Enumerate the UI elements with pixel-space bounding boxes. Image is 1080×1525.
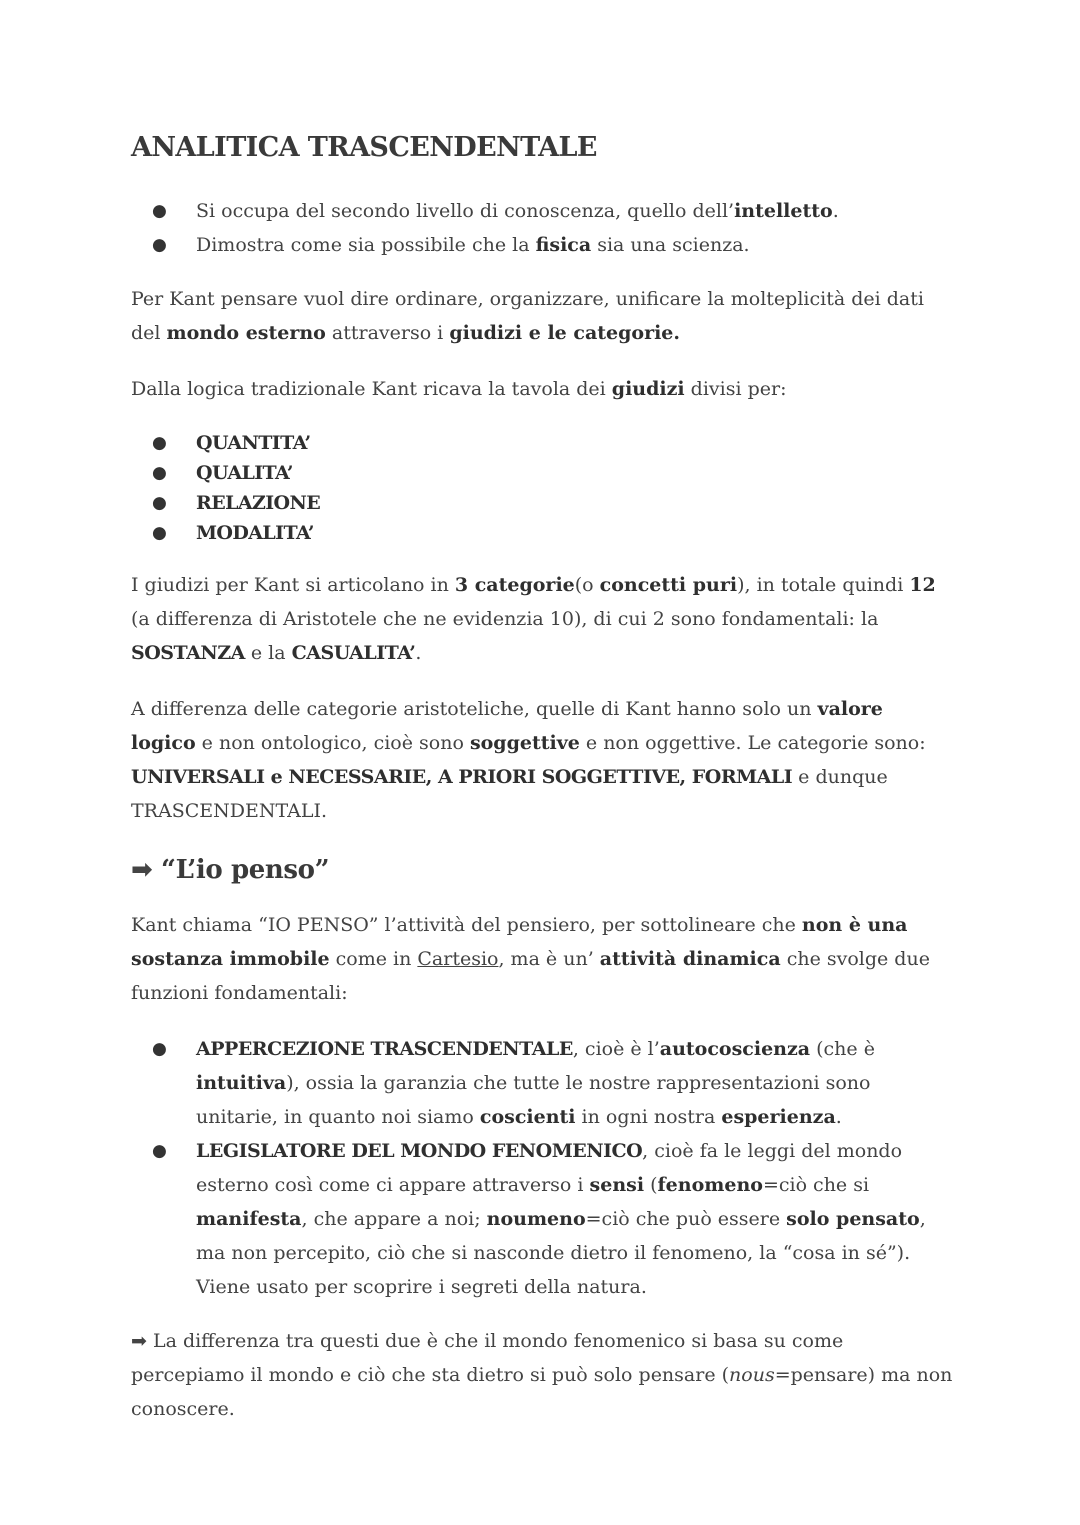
list-item: ● QUALITA’ (131, 458, 953, 488)
paragraph-categories: I giudizi per Kant si articolano in 3 categorie(o concetti puri), in totale quindi 12 (a differenza di Aristotele che ne evidenzia 10), di cui 2 sono fondamentali: la SOSTANZA e la CASUALITA’. (131, 574, 936, 664)
list-item: ● Dimostra come sia possibile che la fisica sia una scienza. (131, 228, 953, 262)
arrow-right-icon: ➡ (131, 855, 153, 885)
functions-list (131, 1032, 953, 1304)
bullet-icon: ● (152, 201, 167, 221)
judgments-list (131, 428, 953, 548)
intro-list (131, 194, 953, 262)
list-item: ● LEGISLATORE DEL MONDO FENOMENICO, cioè fa le leggi del mondo esterno così come ci appare attraverso i sensi (fenomeno=ciò che si manifesta, che appare a noi; noumeno=ciò che può essere solo pensato, ma non percepito, ciò che si nasconde dietro il fenomeno, la “cosa in sé”). Viene usato per scoprire i segreti della natura. (131, 1134, 953, 1304)
document-page (131, 128, 953, 1448)
paragraph-thinking: Per Kant pensare vuol dire ordinare, organizzare, unificare la molteplicità dei dati del mondo esterno attraverso i giudizi e le categorie. (131, 288, 924, 344)
paragraph-io-penso: Kant chiama “IO PENSO” l’attività del pensiero, per sottolineare che non è una sostanza immobile come in Cartesio, ma è un’ attività dinamica che svolge due funzioni fondamentali: (131, 914, 930, 1004)
list-item: ● RELAZIONE (131, 488, 953, 518)
bullet-icon: ● (152, 463, 167, 483)
paragraph-aristotle: A differenza delle categorie aristoteliche, quelle di Kant hanno solo un valore logico e non ontologico, cioè sono soggettive e non oggettive. Le categorie sono: UNIVERSALI e NECESSARIE, A PRIORI SOGGETTIVE, FORMALI e dunque TRASCENDENTALI. (131, 698, 926, 822)
list-item: ● QUANTITA’ (131, 428, 953, 458)
paragraph-conclusion: ➡ La differenza tra questi due è che il mondo fenomenico si basa su come percepiamo il mondo e ciò che sta dietro si può solo pensare (nous=pensare) ma non conoscere. (131, 1330, 953, 1420)
page-title: ANALITICA TRASCENDENTALE (131, 132, 597, 163)
list-item: ● APPERCEZIONE TRASCENDENTALE, cioè è l’autocoscienza (che è intuitiva), ossia la garanzia che tutte le nostre rappresentazioni sono unitarie, in quanto noi siamo coscienti in ogni nostra esperienza. (131, 1032, 953, 1134)
bullet-icon: ● (152, 433, 167, 453)
bullet-icon: ● (152, 1039, 167, 1059)
bullet-icon: ● (152, 523, 167, 543)
list-item: ● MODALITA’ (131, 518, 953, 548)
paragraph-judgments-intro: Dalla logica tradizionale Kant ricava la tavola dei giudizi divisi per: (131, 378, 787, 400)
bullet-icon: ● (152, 235, 167, 255)
section-title: ➡ “L’io penso” (131, 855, 330, 885)
arrow-right-icon: ➡ (131, 1330, 147, 1352)
list-item: ● Si occupa del secondo livello di conoscenza, quello dell’intelletto. (131, 194, 953, 228)
bullet-icon: ● (152, 493, 167, 513)
bullet-icon: ● (152, 1141, 167, 1161)
